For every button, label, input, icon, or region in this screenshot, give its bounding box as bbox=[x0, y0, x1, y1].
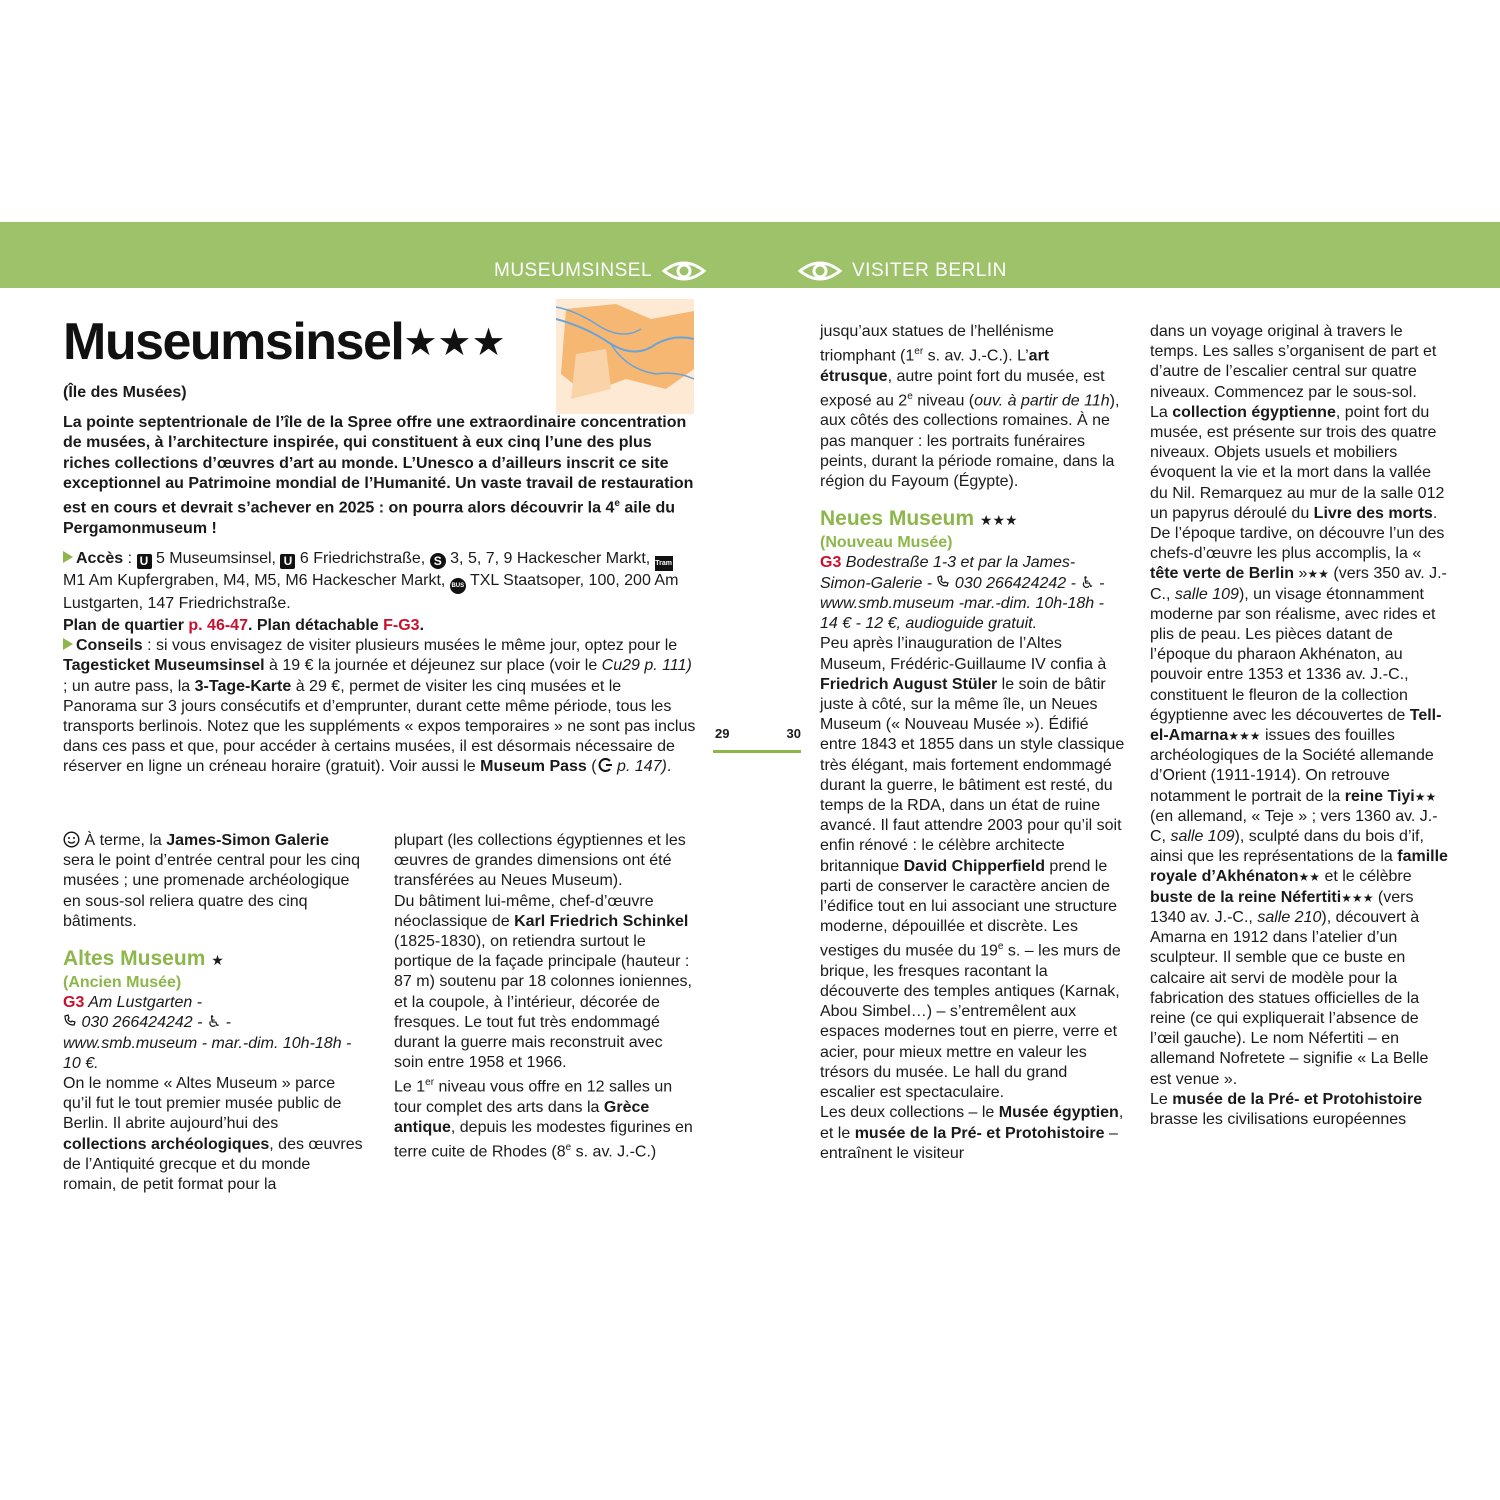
intro-lead: La pointe septentrionale de l’île de la Spree offre une extraordinaire concentration de musées, à l’architecture inspirée, qui constituent à eux cinq l’une des plus riches collections d’œuvres d’art au monde. L’Unesco a d’ailleurs inscrit ce site exceptionnel au Patrimoine mondial de l’Humanité. Un vaste travail de restauration est en cours et devrait s’achever en 2025 : on pourra alors découvrir la 4e aile du Pergamonmuseum ! bbox=[63, 414, 694, 537]
col4-text-2: La collection égyptienne, point fort du musée, est présente sur trois des quatre niveaux. Objets usuels et mobiliers évoquent la vie et la mort dans la vallée du Nil. Remarquez au mur de la salle 012 un papyrus déroulé du Livre des morts. De l’époque tardive, on découvre l’un des chefs-d’œuvre les plus accomplis, la « tête verte de Berlin »★★ (vers 350 av. J.-C., salle 109), un visage étonnamment moderne par son réalisme, avec rides et plis de peau. Les pièces datant de l’époque du pharaon Akhénaton, au pouvoir entre 1353 et 1336 av. J.-C., constituent le fleuron de la collection égyptienne avec les découvertes de Tell-el-Amarna★★★ issues des fouilles archéologiques de la Société allemande d’Orient (1911-1914). On retrouve notamment le portrait de la reine Tiyi★★ (en allemand, « Teje » ; vers 1360 av. J.-C, salle 109), sculpté dans du bois d’if, ainsi que les représentations de la famille royale d’Akhénaton★★ et le célèbre buste de la reine Néfertiti★★★ (vers 1340 av. J.-C., salle 210), découvert à Amarna en 1912 dans l’atelier d’un sculpteur. Il semble que ce buste en calcaire ait servi de modèle pour la fabrication des statues officielles de la reine (ce qui expliquerait l’absence de l’œil gauche). Le nom Néfertiti – en allemand Nofretete – signifie « La Belle est venue ». bbox=[1150, 403, 1448, 1088]
wheelchair-icon: ♿ bbox=[206, 1014, 222, 1032]
page-number-left: 29 bbox=[715, 726, 730, 741]
header-section-visiter-berlin[interactable] bbox=[798, 258, 1007, 284]
col2-text-3: Le 1er niveau vous offre en 12 salles un tour complet des arts dans la Grèce antique, depuis les modestes figurines en terre cuite de Rhodes (8e s. av. J.-C.) bbox=[394, 1077, 693, 1161]
phone-icon bbox=[63, 1013, 77, 1027]
intro-subtitle: (Île des Musées) bbox=[63, 384, 187, 401]
access-info: Accès : U 5 Museumsinsel, U 6 Friedrichstraße, S 3, 5, 7, 9 Hackescher Markt, Tram M1 Am Kupfergraben, M4, M5, M6 Hackescher Markt, BUS TXL Staatsoper, 100, 200 Am Lustgarten, 147 Friedrichstraße. bbox=[63, 549, 679, 612]
col2-text-1: plupart (les collections égyptiennes et les œuvres de grandes dimensions ont été transférées au Neues Museum). bbox=[394, 832, 686, 890]
tram-icon: Tram bbox=[655, 556, 673, 571]
col2-text-2: Du bâtiment lui-même, chef-d’œuvre néoclassique de Karl Friedrich Schinkel (1825-1830), on retiendra surtout le portique de la façade principale (hauteur : 87 m) soutenu par 18 colonnes ioniennes, et la coupole, à l’intérieur, décorée de fresques. Le tout fut très endommagé durant la guerre mais reconstruit avec soin entre 1958 et 1966. bbox=[394, 892, 692, 1072]
neues-museum-text: Peu après l’inauguration de l’Altes Museum, Frédéric-Guillaume IV confia à Friedrich August Stüler le soin de bâtir juste à côté, sur la même île, un Neues Museum (« Nouveau Musée »). Édifié entre 1843 et 1855 dans un style classique très élégant, mais fortement endommagé durant la guerre, le bâtiment est resté, du temps de la RDA, dans un état de ruine avancé. Il faut attendre 2003 pour qu’il soit enfin rénové : le célèbre architecte britannique David Chipperfield prend le parti de conserver le caractère ancien de l’édifice tout en lui associant une structure moderne, dépouillée et discrète. Les vestiges du musée du 19e s. – les murs de brique, les fresques racontant la découverte des temples antiques (Karnak, Abou Simbel…) – s’entremêlent aux espaces modernes tout en pierre, verre et acier, pour mieux mettre en valeur les trésors du musée. Le hall du grand escalier est spectaculaire. bbox=[820, 635, 1125, 1102]
header-left-label: MUSEUMSINSEL bbox=[494, 260, 653, 281]
neues-museum-heading: Neues Museum ★★★ bbox=[820, 507, 1018, 531]
altes-museum-heading: Altes Museum ★ bbox=[63, 947, 224, 971]
wheelchair-icon: ♿ bbox=[1080, 574, 1095, 592]
page-ref-icon bbox=[597, 758, 613, 772]
smiley-icon bbox=[63, 831, 80, 848]
arrow-right-icon bbox=[63, 551, 73, 563]
col4-text-3: Le musée de la Pré- et Protohistoire brasse les civilisations européennes bbox=[1150, 1090, 1423, 1128]
eye-icon bbox=[662, 258, 706, 284]
column-4 bbox=[1150, 322, 1450, 1130]
altes-museum-subtitle: (Ancien Musée) bbox=[63, 974, 182, 992]
page-title bbox=[63, 312, 506, 372]
page-number-right: 30 bbox=[786, 726, 801, 741]
altes-museum-text: On le nomme « Altes Museum » parce qu’il fut le tout premier musée public de Berlin. Il abrite aujourd’hui des collections archéologiques, des œuvres de l’Antiquité grecque et du monde romain, de petit format pour la bbox=[63, 1075, 363, 1194]
s-bahn-icon: S bbox=[430, 553, 446, 569]
conseils-info: Conseils : si vous envisagez de visiter plusieurs musées le même jour, optez pour le Tagesticket Museumsinsel à 19 € la journée et déjeunez sur place (voir le Cu29 p. 111) ; un autre pass, la 3-Tage-Karte à 29 €, permet de visiter les cinq musées et le Panorama sur 3 jours consécutifs et d’emprunter, durant cette même période, tous les transports berlinois. Notez que les suppléments « expos temporaires » ne sont pas inclus dans ces pass et que, pour accéder à certains musées, il est désormais nécessaire de réserver en ligne un créneau horaire (gratuit). Voir aussi le Museum Pass ( p. 147). bbox=[63, 637, 696, 776]
page-numbers bbox=[713, 724, 801, 753]
u-bahn-icon: U bbox=[280, 554, 295, 569]
header-right-label: VISITER BERLIN bbox=[852, 260, 1007, 281]
neues-museum-subtitle: (Nouveau Musée) bbox=[820, 534, 953, 552]
arrow-right-icon bbox=[63, 638, 73, 650]
header-band bbox=[0, 222, 1500, 288]
column-1 bbox=[63, 831, 363, 1195]
plan-info: Plan de quartier p. 46-47. Plan détachable F-G3. bbox=[63, 616, 425, 634]
plan-detachable-link[interactable]: F-G3 bbox=[383, 616, 420, 634]
col4-text-1: dans un voyage original à travers le temps. Les salles s’organisent de part et d’autre de l’escalier central sur quatre niveaux. Commencez par le sous-sol. bbox=[1150, 323, 1437, 401]
eye-icon bbox=[798, 258, 842, 284]
u-bahn-icon: U bbox=[137, 554, 152, 569]
header-section-museumsinsel[interactable] bbox=[494, 258, 706, 284]
col3-text-1: jusqu’aux statues de l’hellénisme triomphant (1er s. av. J.-C.). L’art étrusque, autre point fort du musée, est exposé au 2e niveau (ouv. à partir de 11h), aux côtés des collections romaines. À ne pas manquer : les portraits funéraires peints, durant la période romaine, dans la région du Fayoum (Égypte). bbox=[820, 323, 1120, 491]
column-3 bbox=[820, 322, 1125, 1164]
intro-block bbox=[63, 383, 698, 778]
title-text: Museumsinsel bbox=[63, 313, 404, 371]
neues-museum-collections: Les deux collections – le Musée égyptien, et le musée de la Pré- et Protohistoire – entraînent le visiteur bbox=[820, 1104, 1124, 1162]
title-stars: ★★★ bbox=[403, 322, 506, 364]
phone-icon bbox=[936, 574, 950, 588]
bus-icon: BUS bbox=[450, 578, 466, 594]
plan-quartier-link[interactable]: p. 46-47 bbox=[188, 616, 248, 634]
future-note: À terme, la James-Simon Galerie sera le point d’entrée central pour les cinq musées ; une promenade archéologique en sous-sol reliera quatre des cinq bâtiments. bbox=[63, 832, 361, 930]
column-2 bbox=[394, 831, 696, 1163]
altes-museum-info: G3 Am Lustgarten - 030 266424242 - ♿ - www.smb.museum - mar.-dim. 10h-18h - 10 €. bbox=[63, 994, 352, 1072]
neues-museum-info: G3 Bodestraße 1-3 et par la James-Simon-Galerie - 030 266424242 - ♿ - www.smb.museum -mar.-dim. 10h-18h - 14 € - 12 €, audioguide gratuit. bbox=[820, 554, 1105, 633]
